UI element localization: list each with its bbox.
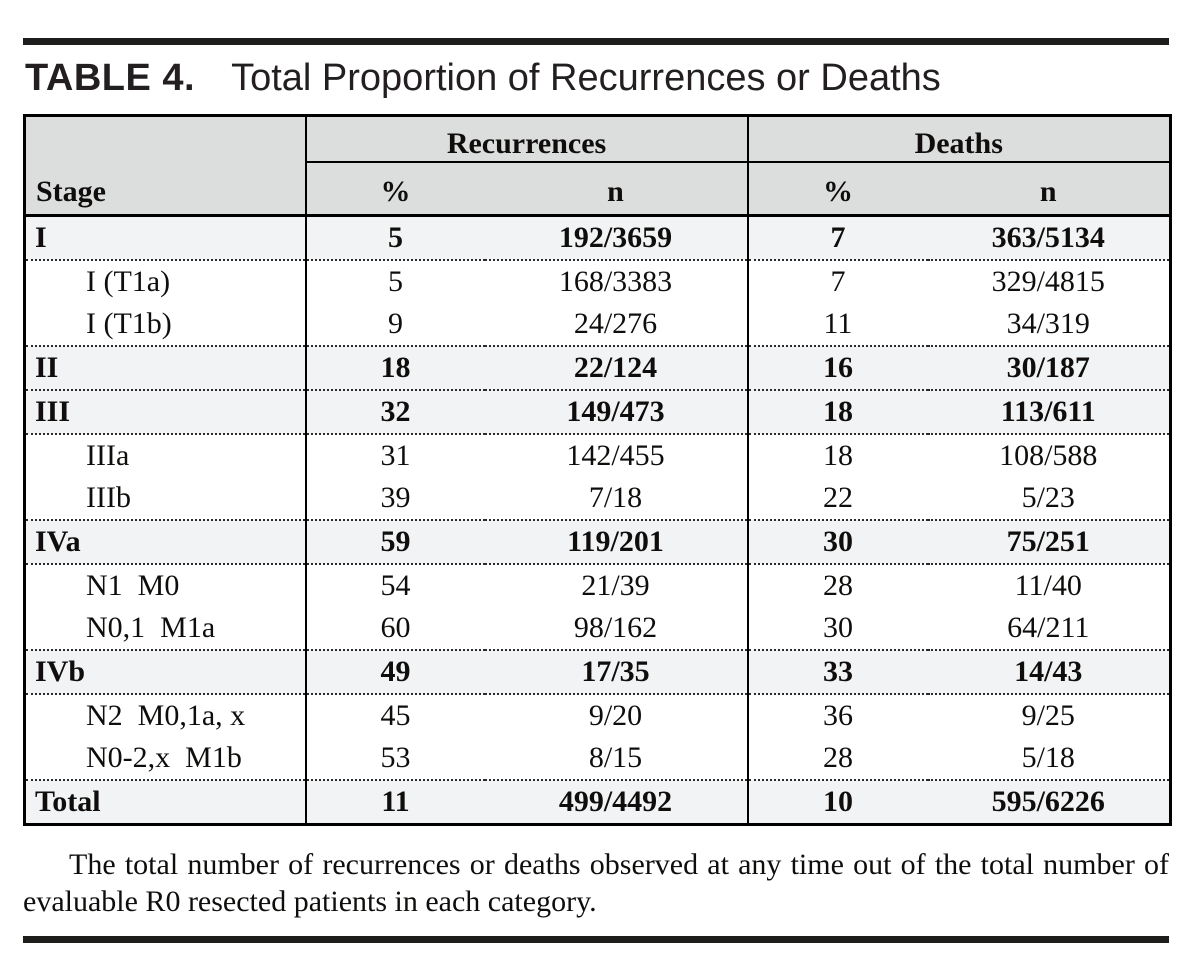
stage-cell: I (T1b) — [25, 303, 306, 346]
deaths-n-cell: 108/588 — [999, 439, 1098, 472]
recurrences-percent-cell: 9 — [306, 303, 485, 346]
recurrences-percent-cell: 60 — [306, 607, 485, 650]
stage-cell: N0-2,x M1b — [25, 737, 306, 780]
deaths-n-cell: 34/319 — [928, 303, 1171, 346]
deaths-percent-cell: 36 — [823, 699, 853, 732]
deaths-percent-cell: 28 — [823, 569, 853, 602]
group-header-row — [25, 116, 1171, 163]
table-title-text: Total Proportion of Recurrences or Deaths — [231, 57, 941, 99]
stage-cell: Total — [25, 780, 306, 825]
deaths-n-cell: 5/23 — [928, 477, 1171, 520]
deaths-percent-cell: 7 — [748, 216, 928, 261]
stage-cell: IIIb — [25, 477, 306, 520]
deaths-percent-cell: 7 — [830, 265, 846, 298]
table-title — [23, 45, 1169, 114]
deaths-n-cell: 113/611 — [928, 390, 1171, 434]
table-row — [25, 434, 1171, 477]
recurrences-percent-header: % — [306, 162, 485, 216]
deaths-n-cell: 30/187 — [928, 346, 1171, 390]
table-row — [25, 346, 1171, 390]
deaths-n-cell: 75/251 — [928, 520, 1171, 564]
deaths-percent-cell: 11 — [748, 303, 928, 346]
stage-cell: N0,1 M1a — [25, 607, 306, 650]
deaths-percent-cell: 30 — [748, 520, 928, 564]
recurrences-n-cell: 119/201 — [485, 520, 748, 564]
recurrences-percent-cell: 11 — [306, 780, 485, 825]
deaths-n-cell: 595/6226 — [928, 780, 1171, 825]
recurrences-n-cell: 98/162 — [485, 607, 748, 650]
deaths-percent-cell: 18 — [748, 390, 928, 434]
deaths-group-header: Deaths — [748, 116, 1171, 163]
recurrences-n-cell: 8/15 — [485, 737, 748, 780]
deaths-n-header: n — [928, 162, 1171, 216]
stage-cell: III — [25, 390, 306, 434]
deaths-percent-cell: 10 — [748, 780, 928, 825]
stage-cell: IIIa — [25, 434, 306, 477]
recurrences-percent-cell: 53 — [306, 737, 485, 780]
table-body — [25, 216, 1171, 825]
table-header — [25, 116, 1171, 216]
recurrences-n-cell: 168/3383 — [485, 260, 748, 303]
stage-cell: N2 M0,1a, x — [25, 694, 306, 737]
recurrences-n-cell: 192/3659 — [485, 216, 748, 261]
table-row — [25, 780, 1171, 825]
bottom-rule — [23, 936, 1169, 943]
recurrences-n-cell: 22/124 — [485, 346, 748, 390]
deaths-percent-header: % — [748, 162, 928, 216]
results-table — [23, 114, 1172, 826]
deaths-percent-cell: 18 — [823, 439, 853, 472]
table-row — [25, 303, 1171, 346]
deaths-n-cell: 9/25 — [1021, 699, 1075, 732]
recurrences-percent-cell: 54 — [380, 569, 411, 602]
table-row — [25, 737, 1171, 780]
recurrences-percent-cell: 5 — [306, 216, 485, 261]
recurrences-percent-cell: 31 — [380, 439, 411, 472]
recurrences-percent-cell: 18 — [306, 346, 485, 390]
table-row — [25, 694, 1171, 737]
recurrences-n-cell: 24/276 — [485, 303, 748, 346]
deaths-percent-cell: 22 — [748, 477, 928, 520]
stage-cell: IVa — [25, 520, 306, 564]
page — [0, 38, 1192, 943]
recurrences-n-cell: 17/35 — [485, 650, 748, 694]
table-row — [25, 477, 1171, 520]
stage-cell: II — [25, 346, 306, 390]
recurrences-percent-cell: 5 — [388, 265, 403, 298]
recurrences-group-header: Recurrences — [306, 116, 748, 163]
recurrences-n-header: n — [485, 162, 748, 216]
recurrences-percent-cell: 59 — [306, 520, 485, 564]
table-row — [25, 216, 1171, 261]
table-row — [25, 390, 1171, 434]
deaths-n-cell: 5/18 — [928, 737, 1171, 780]
deaths-n-cell: 14/43 — [928, 650, 1171, 694]
stage-cell: N1 M0 — [25, 564, 306, 607]
recurrences-n-cell: 149/473 — [485, 390, 748, 434]
deaths-n-cell: 363/5134 — [928, 216, 1171, 261]
table-row — [25, 607, 1171, 650]
table-row — [25, 564, 1171, 607]
deaths-percent-cell: 30 — [748, 607, 928, 650]
deaths-percent-cell: 28 — [748, 737, 928, 780]
table-row — [25, 650, 1171, 694]
recurrences-percent-cell: 49 — [306, 650, 485, 694]
recurrences-n-cell: 7/18 — [485, 477, 748, 520]
table-number-label: TABLE 4. — [25, 57, 196, 99]
recurrences-percent-cell: 45 — [380, 699, 411, 732]
recurrences-n-cell: 499/4492 — [485, 780, 748, 825]
stage-cell: IVb — [25, 650, 306, 694]
recurrences-n-cell: 21/39 — [485, 564, 748, 607]
deaths-n-cell: 64/211 — [928, 607, 1171, 650]
stage-column-header: Stage — [25, 116, 306, 216]
recurrences-n-cell: 142/455 — [485, 434, 748, 477]
deaths-percent-cell: 33 — [748, 650, 928, 694]
stage-cell: I (T1a) — [25, 260, 306, 303]
deaths-n-cell: 11/40 — [1014, 569, 1082, 602]
table-footnote: The total number of recurrences or deaths observed at any time out of the total number of evaluable R0 resected patients in each category. — [23, 848, 1169, 918]
deaths-n-cell: 329/4815 — [991, 265, 1105, 298]
recurrences-percent-cell: 39 — [306, 477, 485, 520]
deaths-percent-cell: 16 — [748, 346, 928, 390]
table-row — [25, 520, 1171, 564]
stage-cell: I — [25, 216, 306, 261]
recurrences-percent-cell: 32 — [306, 390, 485, 434]
top-rule — [23, 38, 1169, 45]
recurrences-n-cell: 9/20 — [485, 694, 748, 737]
table-row — [25, 260, 1171, 303]
